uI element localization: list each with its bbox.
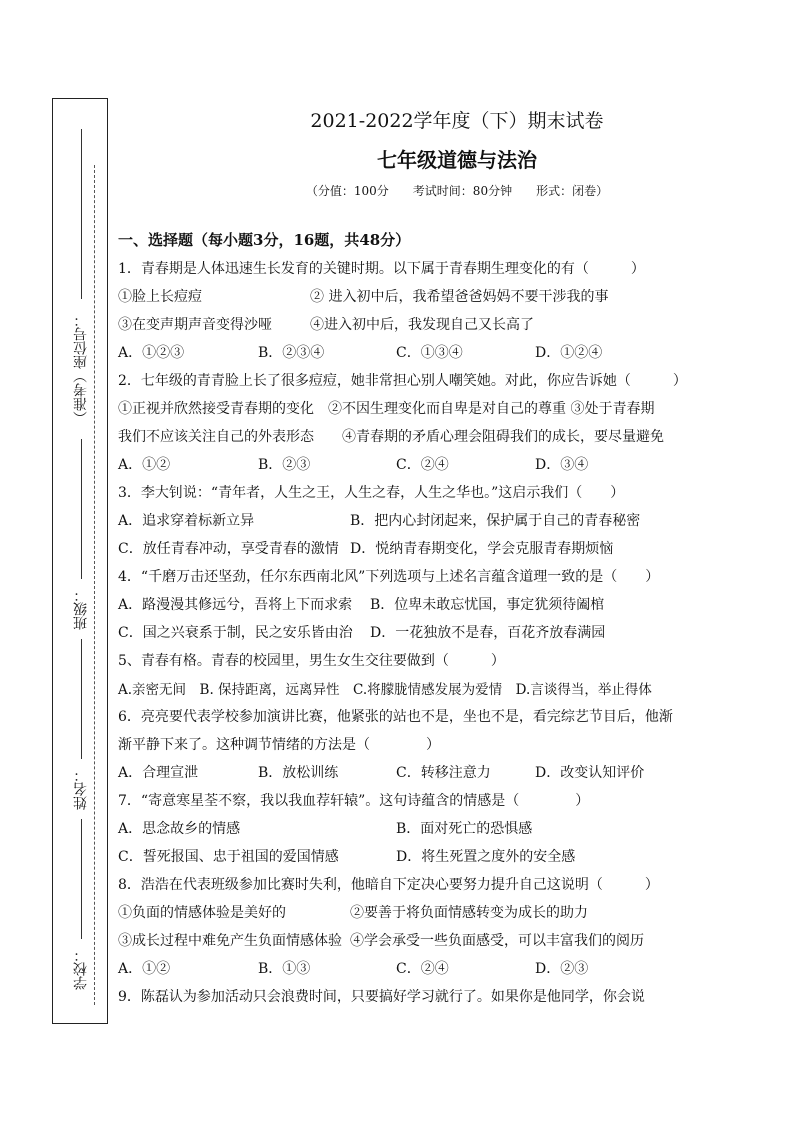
q7-option-d: D．将生死置之度外的安全感 (396, 849, 576, 865)
question-4-stem: 4．“千磨万击还坚劲，任尔东西南北风”下列选项与上述名言蕴含道理一致的是（ ） (118, 569, 660, 585)
binding-strip (52, 98, 108, 1024)
subject-title: 七年级道德与法治 (377, 148, 537, 172)
q2-option-b: B．②③ (258, 457, 311, 473)
q1-statement-2: ② 进入初中后，我希望爸爸妈妈不要干涉我的事 (310, 289, 609, 305)
question-2-stem: 2．七年级的青青脸上长了很多痘痘，她非常担心别人嘲笑她。对此，你应告诉她（ ） (118, 373, 687, 389)
q7-option-a: A．思念故乡的情感 (118, 821, 241, 837)
question-5-stem: 5、青春有格。青春的校园里，男生女生交往要做到（ ） (118, 653, 505, 669)
question-6-stem-2: 渐平静下来了。这种调节情绪的方法是（ ） (118, 737, 440, 753)
school-label: 学校： (73, 948, 89, 990)
q8-option-b: B．①③ (258, 961, 311, 977)
q4-option-b: B．位卑未敢忘忧国，事定犹须待阖棺 (370, 597, 605, 613)
name-field (57, 759, 105, 819)
q8-statement-2: ②要善于将负面情感转变为成长的助力 (350, 905, 588, 921)
fill-line-seat (81, 129, 82, 299)
question-9-stem: 9．陈磊认为参加活动只会浪费时间，只要搞好学习就行了。如果你是他同学，你会说 (118, 989, 645, 1005)
q8-statement-3: ③成长过程中难免产生负面情感体验 (118, 933, 342, 949)
school-field (57, 939, 105, 999)
q8-statement-4: ④学会承受一些负面感受，可以丰富我们的阅历 (350, 933, 644, 949)
q3-option-d: D．悦纳青春期变化，学会克服青春期烦恼 (350, 541, 614, 557)
question-8-stem: 8．浩浩在代表班级参加比赛时失利，他暗自下定决心要努力提升自己这说明（ ） (118, 877, 659, 893)
question-1-stem: 1．青春期是人体迅速生长发育的关键时期。以下属于青春期生理变化的有（ ） (118, 261, 645, 277)
q4-option-a: A．路漫漫其修远兮，吾将上下而求索 (118, 597, 353, 613)
q1-option-b: B．②③④ (258, 345, 325, 361)
q5-options: A.亲密无间 B. 保持距离，远离异性 C.将朦胧情感发展为爱情 D.言谈得当，举止得体 (118, 682, 652, 698)
question-6-stem-1: 6．亮亮要代表学校参加演讲比赛，他紧张的站也不是，坐也不是，看完综艺节目后，他渐 (118, 709, 673, 725)
seat-label: （准考）座位号： (73, 313, 89, 425)
q4-option-d: D．一花独放不是春，百花齐放春满园 (370, 625, 606, 641)
class-field (57, 579, 105, 639)
q1-option-d: D．①②④ (535, 345, 603, 361)
q8-option-a: A．①② (118, 961, 171, 977)
exam-info: （分值：100分 考试时间：80分钟 形式：闭卷） (305, 184, 609, 198)
q2-option-c: C．②④ (396, 457, 449, 473)
q6-option-b: B．放松训练 (258, 765, 339, 781)
fill-line-class (81, 439, 82, 579)
q7-option-b: B．面对死亡的恐惧感 (396, 821, 533, 837)
fill-line-school (81, 819, 82, 939)
q3-option-a: A．追求穿着标新立异 (118, 513, 255, 529)
section-heading: 一、选择题（每小题3分，16题，共48分） (118, 231, 411, 249)
q2-statements-line-2: 我们不应该关注自己的外表形态 ④青春期的矛盾心理会阻碍我们的成长，要尽量避免 (118, 429, 664, 445)
q2-option-a: A．①② (118, 457, 171, 473)
q8-option-d: D．②③ (535, 961, 589, 977)
q1-option-c: C．①③④ (396, 345, 463, 361)
q7-option-c: C．誓死报国、忠于祖国的爱国情感 (118, 849, 339, 865)
q8-option-c: C．②④ (396, 961, 449, 977)
q8-statement-1: ①负面的情感体验是美好的 (118, 905, 286, 921)
q3-option-c: C．放任青春冲动，享受青春的激情 (118, 541, 339, 557)
q1-option-a: A．①②③ (118, 345, 185, 361)
q1-statement-3: ③在变声期声音变得沙哑 (118, 317, 272, 333)
exam-title: 2021-2022学年度（下）期末试卷 (310, 110, 604, 132)
question-3-stem: 3．李大钊说：“青年者，人生之王，人生之春，人生之华也。”这启示我们（ ） (118, 485, 625, 501)
question-7-stem: 7．“寄意寒星荃不察，我以我血荐轩辕”。这句诗蕴含的情感是（ ） (118, 793, 590, 809)
q3-option-b: B．把内心封闭起来，保护属于自己的青春秘密 (350, 513, 641, 529)
q6-option-a: A．合理宣泄 (118, 765, 199, 781)
q1-statement-1: ①脸上长痘痘 (118, 289, 202, 305)
name-label: 姓名： (73, 768, 89, 810)
q1-statement-4: ④进入初中后，我发现自己又长高了 (310, 317, 534, 333)
q6-option-d: D．改变认知评价 (535, 765, 645, 781)
class-label: 班级： (73, 588, 89, 630)
q6-option-c: C．转移注意力 (396, 765, 491, 781)
cut-line (94, 165, 95, 1005)
seat-field (57, 299, 105, 439)
q2-option-d: D．③④ (535, 457, 589, 473)
fill-line-name (81, 639, 82, 759)
q4-option-c: C．国之兴衰系于制，民之安乐皆由治 (118, 625, 353, 641)
q2-statements-line-1: ①正视并欣然接受青春期的变化 ②不因生理变化而自卑是对自己的尊重 ③处于青春期 (118, 401, 655, 417)
